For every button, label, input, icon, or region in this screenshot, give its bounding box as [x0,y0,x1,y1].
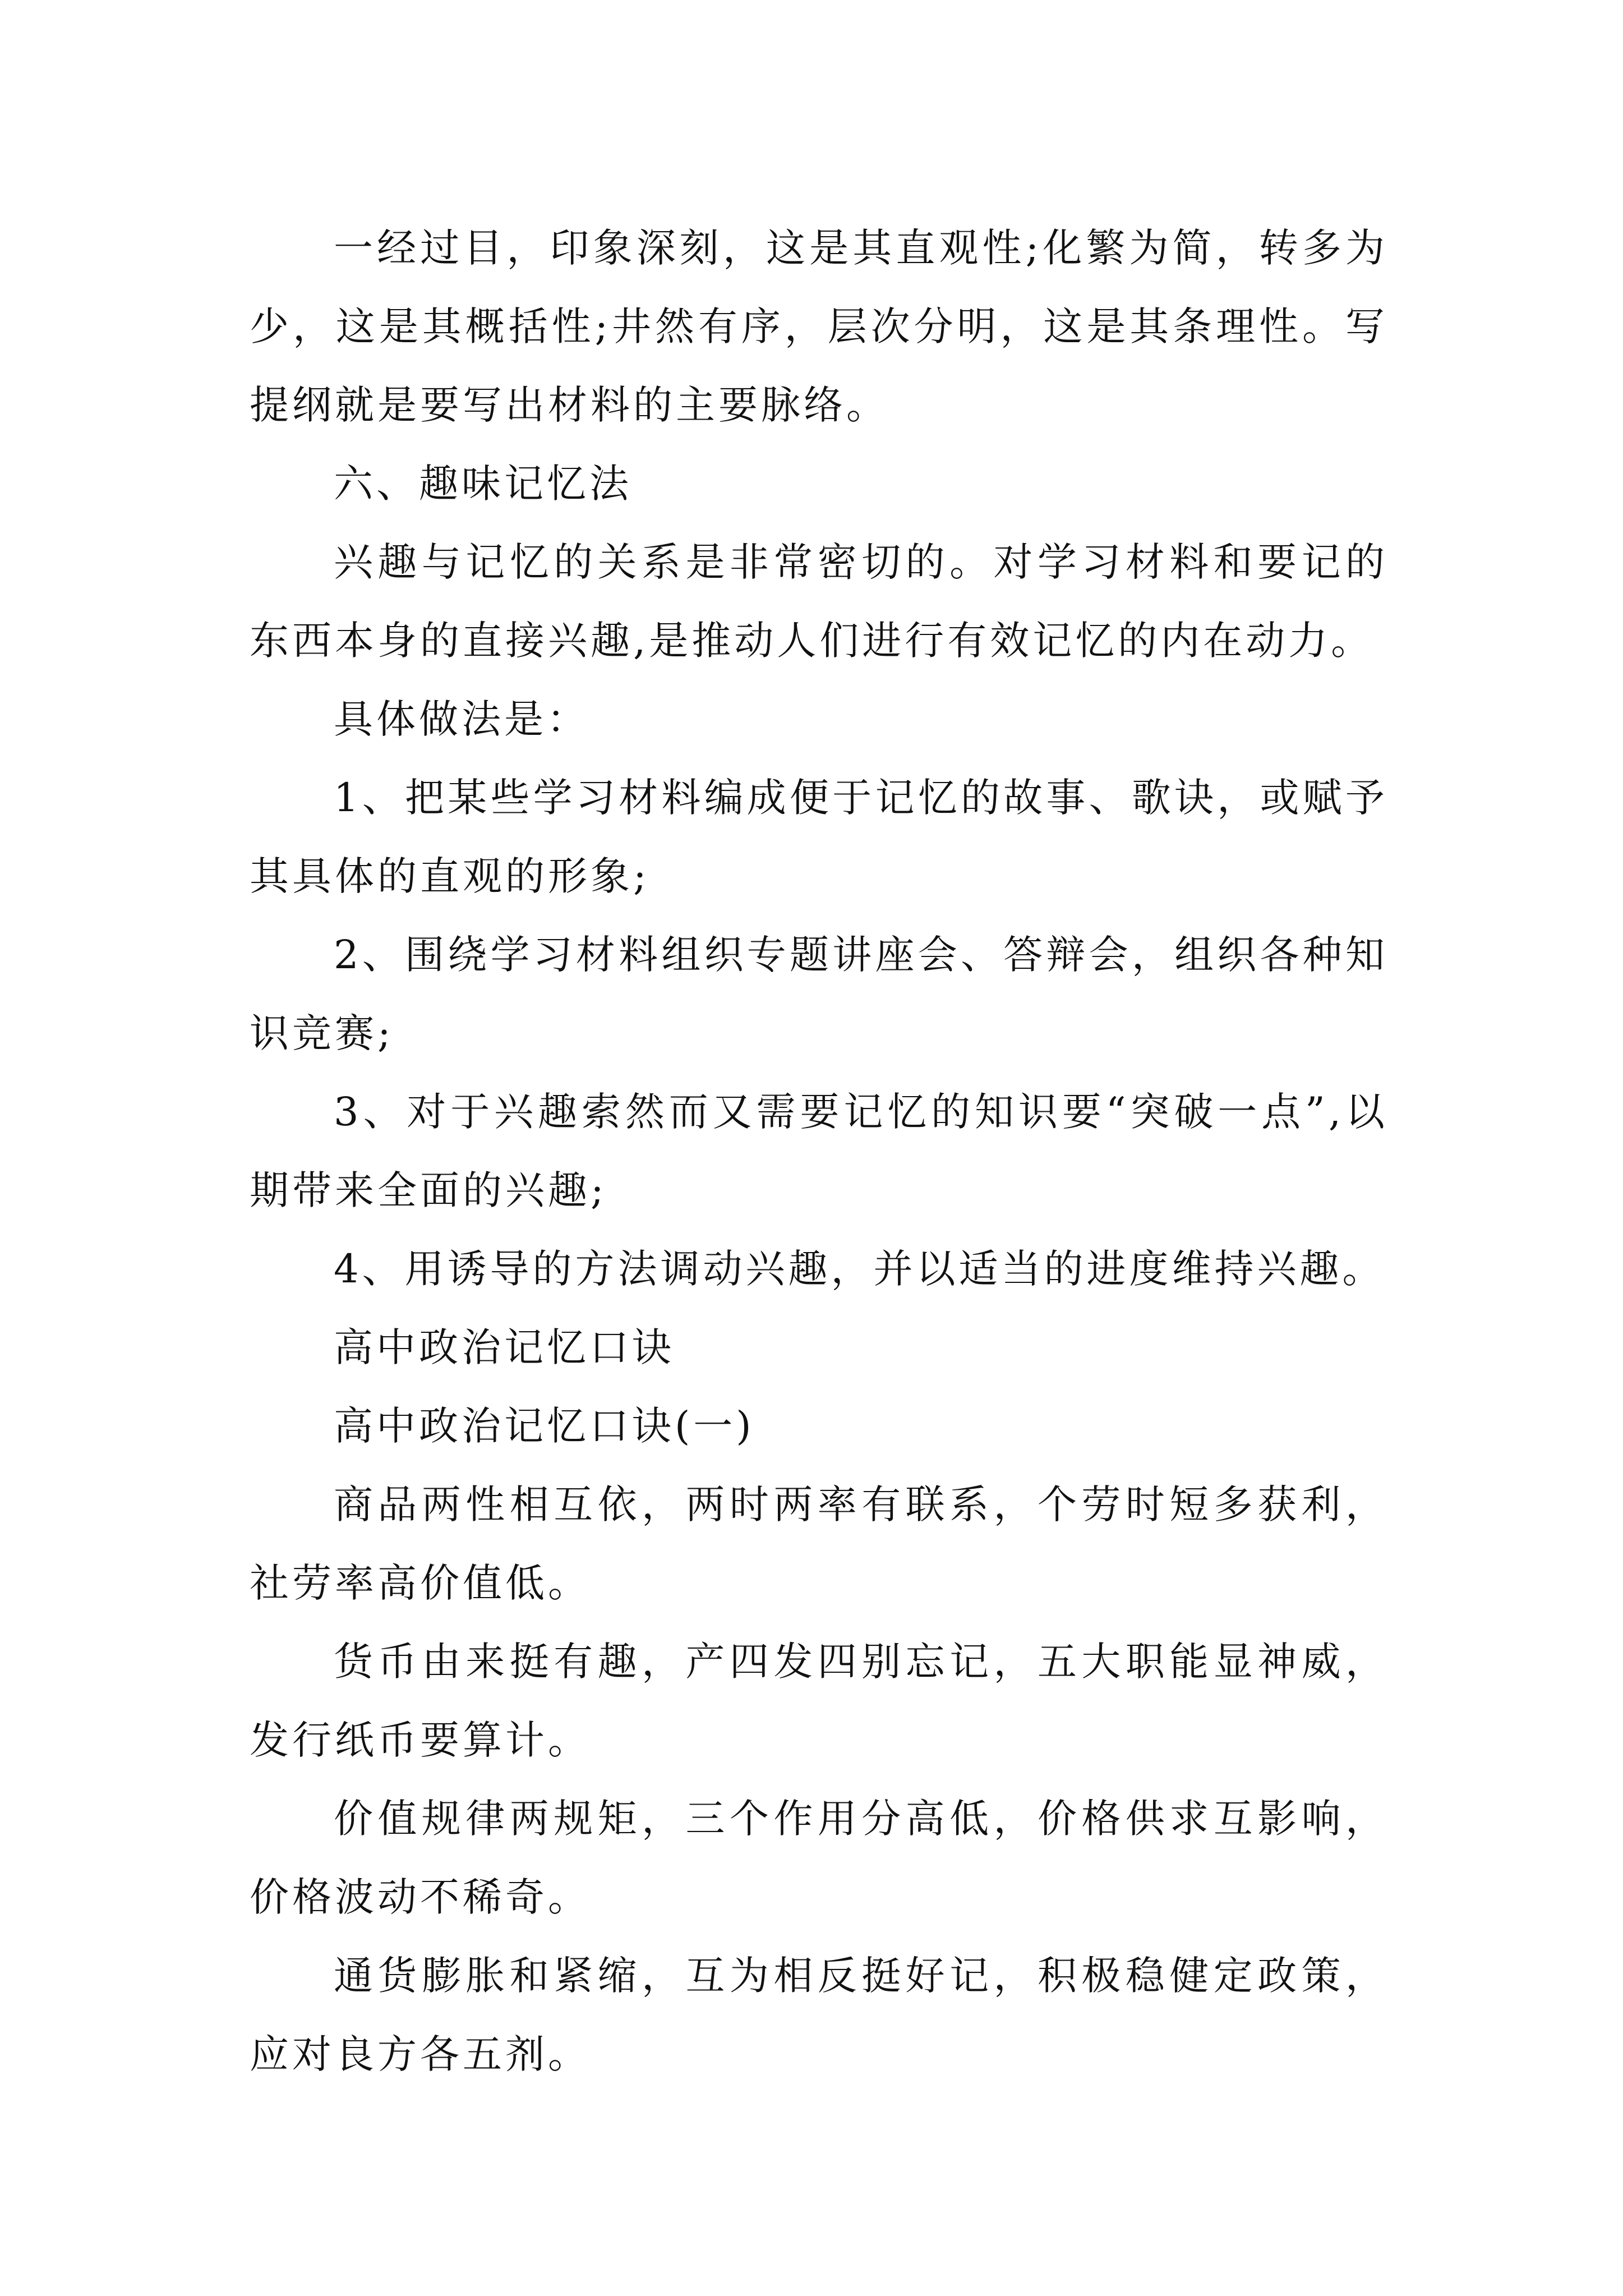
document-body [250,209,1388,2093]
paragraph-2: 兴趣与记忆的关系是非常密切的。对学习材料和要记的东西本身的直接兴趣,是推动人们进行有效记忆的内在动力。 [250,539,1388,664]
list-item-3: 3、对于兴趣索然而又需要记忆的知识要“突破一点”,以期带来全面的兴趣; [250,1089,1388,1213]
mnemonic-4: 通货膨胀和紧缩，互为相反挺好记，积极稳健定政策，应对良方各五剂。 [250,1953,1388,2077]
mnemonic-2: 货币由来挺有趣，产四发四别忘记，五大职能显神威，发行纸币要算计。 [250,1639,1388,1763]
section-heading-fun-memory: 六、趣味记忆法 [334,461,632,507]
mnemonic-3: 价值规律两规矩，三个作用分高低，价格供求互影响，价格波动不稀奇。 [250,1796,1388,1920]
paragraph-1: 一经过目，印象深刻，这是其直观性;化繁为简，转多为少，这是其概括性;井然有序，层次分明，这是其条理性。写提纲就是要写出材料的主要脉络。 [250,225,1388,428]
list-item-2: 2、围绕学习材料组织专题讲座会、答辩会，组织各种知识竞赛; [250,932,1388,1056]
list-item-4: 4、用诱导的方法调动兴趣，并以适当的进度维持兴趣。 [334,1246,1385,1292]
paragraph-3: 具体做法是： [334,696,589,742]
list-item-1: 1、把某些学习材料编成便于记忆的故事、歌诀，或赋予其具体的直观的形象; [250,775,1388,899]
mnemonic-1: 商品两性相互依，两时两率有联系，个劳时短多获利，社劳率高价值低。 [250,1481,1388,1606]
subheading-mnemonics-one: 高中政治记忆口诀(一) [334,1403,755,1449]
section-heading-politics-mnemonics: 高中政治记忆口诀 [334,1324,675,1370]
